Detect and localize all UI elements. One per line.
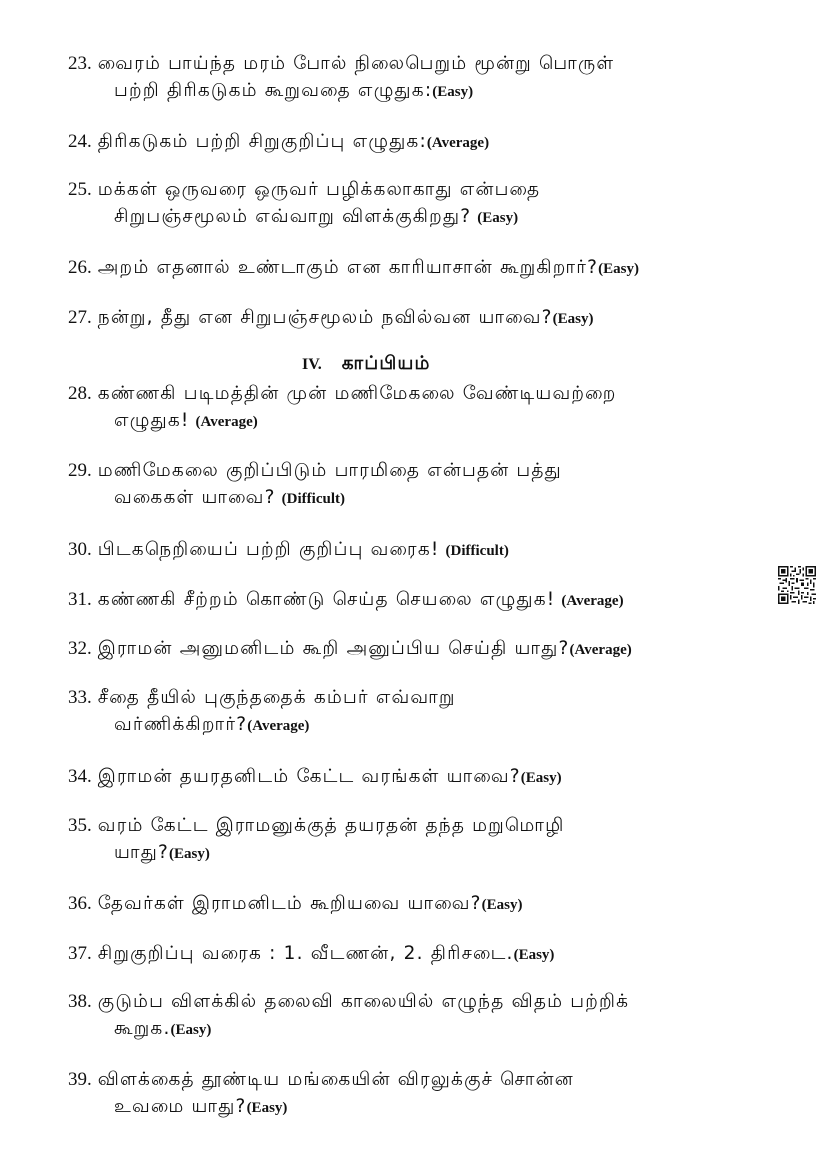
question-text-line1: விளக்கைத் தூண்டிய மங்கையின் விரலுக்குச் சொன்ன [97,1069,574,1090]
question-text-line1: சிறுகுறிப்பு வரைக : 1. வீடணன், 2. திரிசடை. [97,943,514,964]
difficulty-label: (Easy) [552,311,594,327]
section-heading [302,350,431,378]
question-number: 31. [68,589,92,610]
question-text-line1: இராமன் அனுமனிடம் கூறி அனுப்பிய செய்தி யாது? [97,638,570,659]
question-text-line1: மணிமேகலை குறிப்பிடும் பாரமிதை என்பதன் பத்து [97,460,562,481]
difficulty-label: (Average) [247,718,310,734]
question-32 [68,635,768,664]
question-text-line2: பற்றி திரிகடுகம் கூறுவதை எழுதுக: [114,80,433,101]
difficulty-label: (Easy) [170,1022,212,1038]
question-text-line1: வரம் கேட்ட இராமனுக்குத் தயரதன் தந்த மறுமொழி [97,815,565,836]
question-text-line2: வகைகள் யாவை? [114,487,276,508]
question-text-line2: சிறுபஞ்சமூலம் எவ்வாறு விளக்குகிறது? [114,206,472,227]
difficulty-label: (Easy) [169,846,210,862]
question-text-line1: கண்ணகி சீற்றம் கொண்டு செய்த செயலை எழுதுக! [97,589,556,610]
question-25 [68,176,768,232]
question-number: 23. [68,53,92,74]
question-number: 25. [68,179,92,200]
difficulty-label: (Difficult) [281,491,345,507]
question-text-line1: பிடகநெறியைப் பற்றி குறிப்பு வரைக! [97,539,440,560]
question-number: 33. [68,687,92,708]
question-35 [68,812,768,868]
question-number: 28. [68,383,92,404]
section-number: IV. [302,356,322,373]
difficulty-label: (Average) [569,642,632,658]
question-text-line1: நன்று, தீது என சிறுபஞ்சமூலம் நவில்வன யாவை? [97,307,553,328]
difficulty-label: (Easy) [481,897,523,913]
difficulty-label: (Easy) [432,84,474,100]
question-39 [68,1066,768,1122]
question-text-line1: இராமன் தயரதனிடம் கேட்ட வரங்கள் யாவை? [97,766,521,787]
question-text-line1: குடும்ப விளக்கில் தலைவி காலையில் எழுந்த விதம் பற்றிக் [97,991,630,1012]
question-text-line2: வர்ணிக்கிறார்? [114,714,248,735]
question-text-line1: தேவர்கள் இராமனிடம் கூறியவை யாவை? [97,893,482,914]
question-number: 35. [68,815,92,836]
difficulty-label: (Easy) [246,1100,288,1116]
qr-code-icon[interactable] [778,566,816,604]
question-text-line2: கூறுக. [114,1018,171,1039]
question-37 [68,940,768,969]
difficulty-label: (Easy) [513,947,555,963]
difficulty-label: (Average) [426,135,490,151]
question-28 [68,380,768,436]
question-31 [68,586,768,615]
difficulty-label: (Easy) [598,261,639,277]
question-text-line1: அறம் எதனால் உண்டாகும் என காரியாசான் கூறுகிறார்? [97,257,599,278]
question-number: 27. [68,307,92,328]
question-text-line1: திரிகடுகம் பற்றி சிறுகுறிப்பு எழுதுக: [97,131,427,152]
question-text-line1: கண்ணகி படிமத்தின் முன் மணிமேகலை வேண்டியவற்றை [97,383,617,404]
section-title: காப்பியம் [341,353,431,374]
question-number: 38. [68,991,92,1012]
question-number: 37. [68,943,92,964]
question-24 [68,128,768,157]
question-36 [68,890,768,919]
question-30 [68,536,768,565]
question-text-line2: உவமை யாது? [114,1096,247,1117]
difficulty-label: (Difficult) [445,543,509,559]
question-number: 26. [68,257,92,278]
difficulty-label: (Average) [195,414,258,430]
question-number: 34. [68,766,92,787]
question-29 [68,457,768,513]
question-number: 29. [68,460,92,481]
question-number: 32. [68,638,92,659]
question-text-line2: எழுதுக! [114,410,190,431]
question-number: 36. [68,893,92,914]
question-26 [68,254,768,283]
question-33 [68,684,768,740]
difficulty-label: (Easy) [477,210,519,226]
question-34 [68,763,768,792]
difficulty-label: (Average) [561,593,624,609]
question-text-line1: சீதை தீயில் புகுந்ததைக் கம்பர் எவ்வாறு [97,687,456,708]
question-text-line1: மக்கள் ஒருவரை ஒருவர் பழிக்கலாகாது என்பதை [97,179,541,200]
question-number: 39. [68,1069,92,1090]
question-38 [68,988,768,1044]
question-number: 24. [68,131,92,152]
difficulty-label: (Easy) [520,770,562,786]
question-23 [68,50,768,106]
question-27 [68,304,768,333]
question-text-line1: வைரம் பாய்ந்த மரம் போல் நிலைபெறும் மூன்று பொருள் [97,53,615,74]
question-text-line2: யாது? [114,842,169,863]
question-number: 30. [68,539,92,560]
